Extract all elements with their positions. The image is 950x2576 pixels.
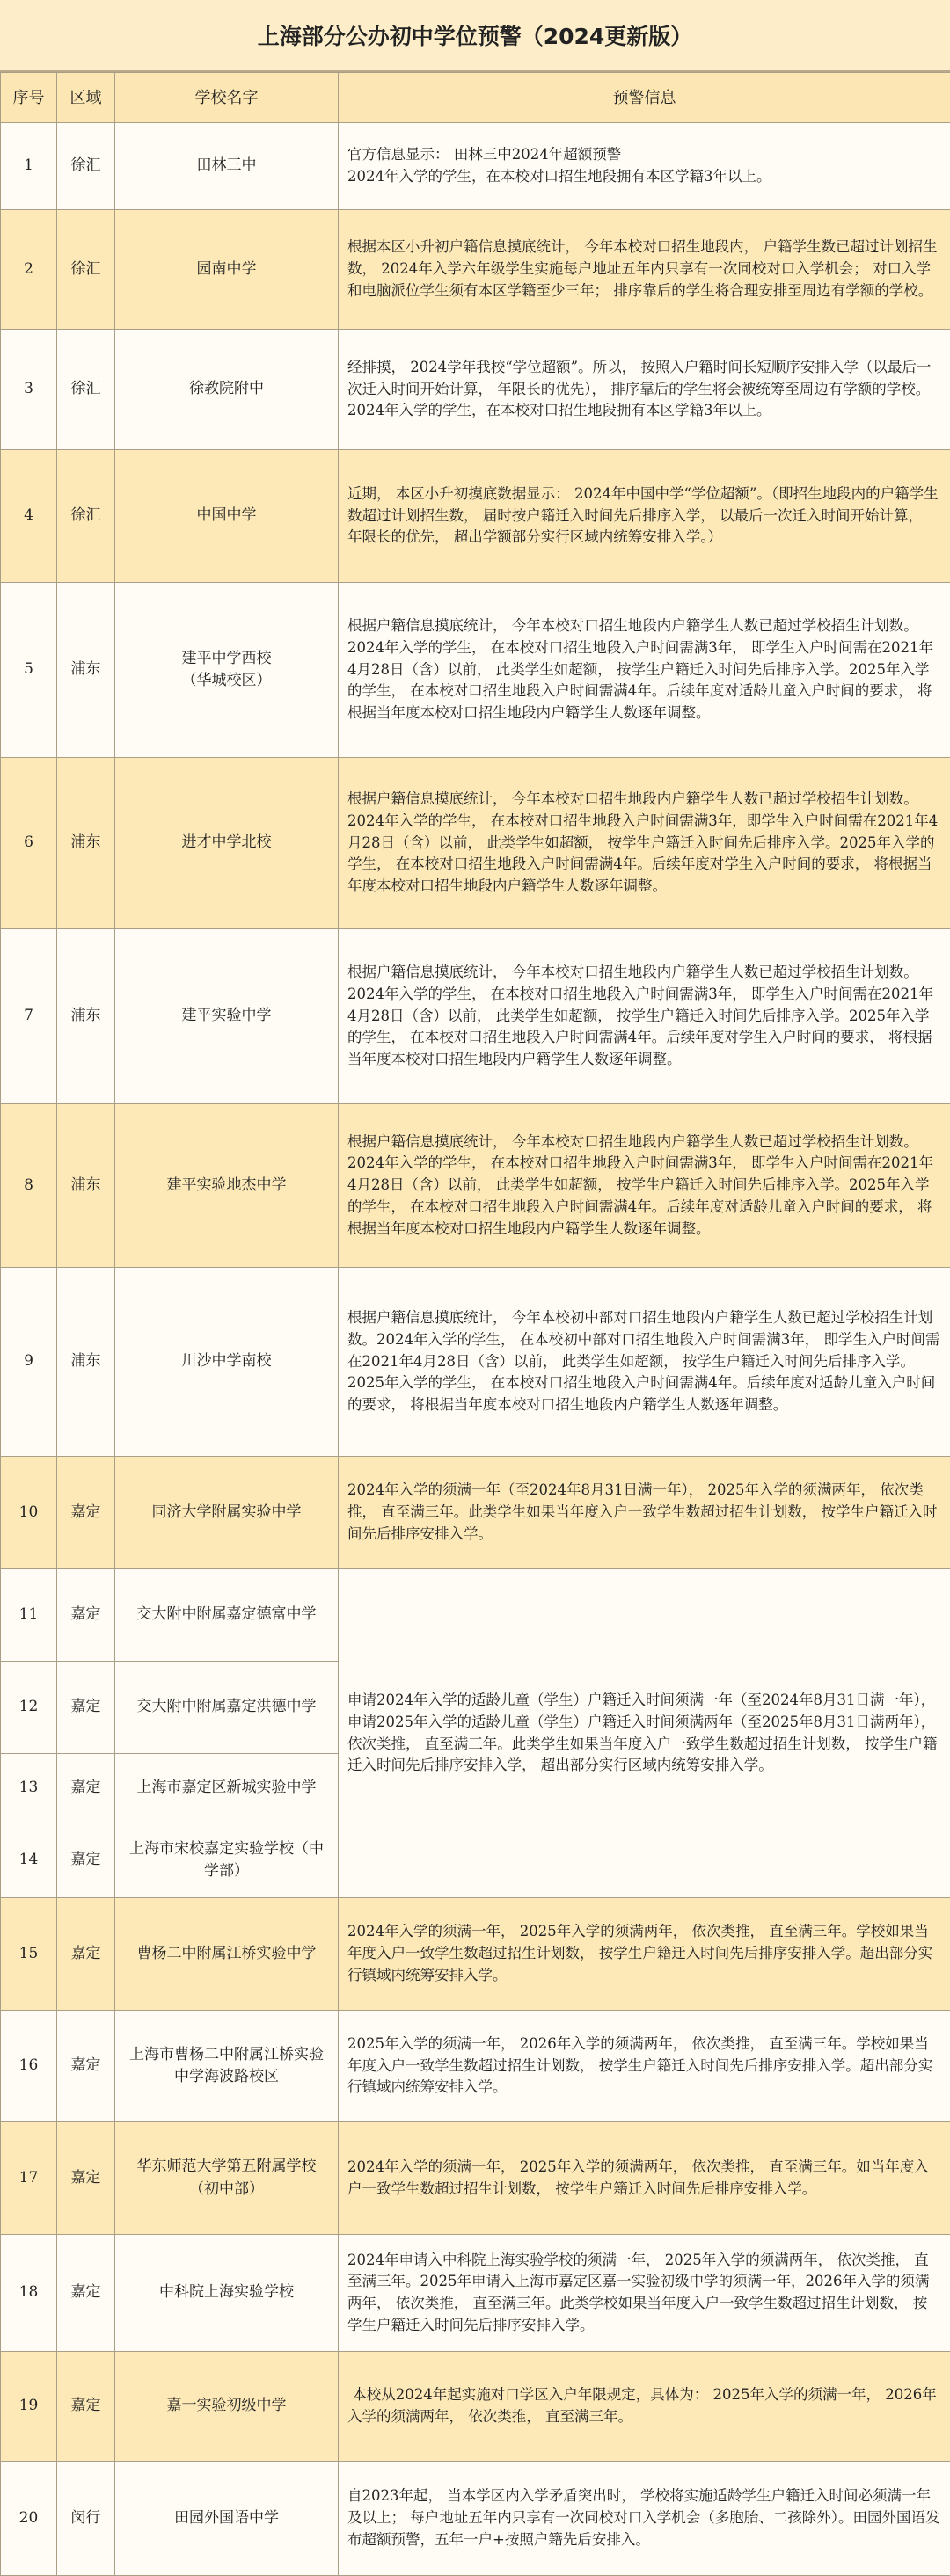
table-row	[1, 1569, 950, 1662]
table-row	[1, 758, 950, 929]
header-index: 序号	[1, 73, 57, 123]
row-index: 15	[1, 1898, 57, 2011]
table-row	[1, 2122, 950, 2235]
row-warning: 经排摸， 2024学年我校“学位超额”。所以， 按照入户籍时间长短顺序安排入学（以最后一次迁入时间开始计算， 年限长的优先）， 排序靠后的学生将会被统筹至周边有学额的学校。2024年入学的学生，在本校对口招生地段拥有本区学籍3年以上。	[339, 330, 950, 450]
table-row	[1, 450, 950, 583]
row-area: 嘉定	[57, 1662, 115, 1754]
table-row	[1, 1457, 950, 1569]
row-warning: 根据户籍信息摸底统计， 今年本校对口招生地段内户籍学生人数已超过学校招生计划数。2024年入学的学生， 在本校对口招生地段入户时间需满3年， 即学生入户时间需在2021年4月28日（含）以前， 此类学生如超额， 按学生户籍迁入时间先后排序入学。2025年入学的学生， 在本校对口招生地段入户时间需满4年。后续年度对适龄儿童入户时间的要求， 将根据当年度本校对口招生地段内户籍学生人数逐年调整。	[339, 583, 950, 758]
table-row	[1, 2352, 950, 2462]
row-index: 12	[1, 1662, 57, 1754]
row-warning: 近期， 本区小升初摸底数据显示： 2024年中国中学“学位超额”。（即招生地段内的户籍学生数超过计划招生数， 届时按户籍迁入时间先后排序入学， 以最后一次迁入时间开始计算， 年限长的优先， 超出学额部分实行区域内统筹安排入学。）	[339, 450, 950, 583]
row-area: 嘉定	[57, 1898, 115, 2011]
row-index: 19	[1, 2352, 57, 2462]
row-index: 1	[1, 123, 57, 210]
row-index: 7	[1, 929, 57, 1104]
row-warning: 2024年申请入中科院上海实验学校的须满一年， 2025年入学的须满两年， 依次类推， 直至满三年。2025年申请入上海市嘉定区嘉一实验初级中学的须满一年，2026年入学的须满两年， 依次类推， 直至满三年。此类学校如果当年度入户一致学生数超过招生计划数， 按学生户籍迁入时间先后排序安排入学。	[339, 2235, 950, 2352]
row-warning: 根据户籍信息摸底统计， 今年本校对口招生地段内户籍学生人数已超过学校招生计划数。2024年入学的学生， 在本校对口招生地段入户时间需满3年， 即学生入户时间需在2021年4月28日（含）以前， 此类学生如超额， 按学生户籍迁入时间先后排序入学。2025年入学的学生， 在本校对口招生地段入户时间需满4年。后续年度对学生入户时间的要求， 将根据当年度本校对口招生地段内户籍学生人数逐年调整。	[339, 929, 950, 1104]
row-warning: 2025年入学的须满一年， 2026年入学的须满两年， 依次类推， 直至满三年。学校如果当年度入户一致学生数超过招生计划数， 按学生户籍迁入时间先后排序安排入学。超出部分实行镇域内统筹安排入学。	[339, 2011, 950, 2122]
table-row	[1, 2462, 950, 2576]
table-row	[1, 583, 950, 758]
row-warning: 2024年入学的须满一年， 2025年入学的须满两年， 依次类推， 直至满三年。学校如果当年度入户一致学生数超过招生计划数， 按学生户籍迁入时间先后排序安排入学。超出部分实行镇域内统筹安排入学。	[339, 1898, 950, 2011]
row-area: 浦东	[57, 929, 115, 1104]
row-school: 田园外国语中学	[115, 2462, 339, 2576]
row-index: 5	[1, 583, 57, 758]
row-index: 6	[1, 758, 57, 929]
row-area: 嘉定	[57, 2122, 115, 2235]
row-school: 上海市曹杨二中附属江桥实验中学海波路校区	[115, 2011, 339, 2122]
header-warning: 预警信息	[339, 73, 950, 123]
row-area: 嘉定	[57, 1569, 115, 1662]
row-school: 嘉一实验初级中学	[115, 2352, 339, 2462]
row-warning-merged: 申请2024年入学的适龄儿童（学生）户籍迁入时间须满一年（至2024年8月31日满一年）， 申请2025年入学的适龄儿童（学生）户籍迁入时间须满两年（至2025年8月31日满两年）， 依次类推， 直至满三年。此类学生如果当年度入户一致学生数超过招生计划数， 按学生户籍迁入时间先后排序安排入学， 超出部分实行区域内统筹安排入学。	[339, 1569, 950, 1898]
row-school: 同济大学附属实验中学	[115, 1457, 339, 1569]
row-index: 20	[1, 2462, 57, 2576]
table-row	[1, 929, 950, 1104]
row-index: 14	[1, 1823, 57, 1898]
row-index: 10	[1, 1457, 57, 1569]
row-school: 园南中学	[115, 210, 339, 330]
row-school: 上海市宋校嘉定实验学校（中学部）	[115, 1823, 339, 1898]
row-warning: 根据户籍信息摸底统计， 今年本校对口招生地段内户籍学生人数已超过学校招生计划数。2024年入学的学生， 在本校对口招生地段入户时间需满3年，即学生入户时间需在2021年4月28日（含）以前， 此类学生如超额， 按学生户籍迁入时间先后排序入学。2025年入学的学生， 在本校对口招生地段入户时间需满4年。后续年度对学生入户时间的要求， 将根据当年度本校对口招生地段内户籍学生人数逐年调整。	[339, 758, 950, 929]
row-index: 17	[1, 2122, 57, 2235]
header-area: 区域	[57, 73, 115, 123]
row-area: 徐汇	[57, 330, 115, 450]
table-row	[1, 210, 950, 330]
row-area: 嘉定	[57, 1823, 115, 1898]
row-area: 浦东	[57, 1268, 115, 1457]
row-area: 徐汇	[57, 123, 115, 210]
header-school: 学校名字	[115, 73, 339, 123]
row-area: 嘉定	[57, 2011, 115, 2122]
row-school: 交大附中附属嘉定洪德中学	[115, 1662, 339, 1754]
row-area: 闵行	[57, 2462, 115, 2576]
row-area: 嘉定	[57, 1457, 115, 1569]
row-area: 浦东	[57, 583, 115, 758]
row-school: 上海市嘉定区新城实验中学	[115, 1754, 339, 1823]
row-index: 11	[1, 1569, 57, 1662]
row-school: 徐教院附中	[115, 330, 339, 450]
row-area: 浦东	[57, 1104, 115, 1268]
row-school: 进才中学北校	[115, 758, 339, 929]
table-row	[1, 2011, 950, 2122]
row-school: 建平中学西校 （华城校区）	[115, 583, 339, 758]
table-header-row	[1, 73, 950, 123]
table-row	[1, 123, 950, 210]
row-index: 9	[1, 1268, 57, 1457]
row-school: 川沙中学南校	[115, 1268, 339, 1457]
row-warning: 官方信息显示： 田林三中2024年超额预警 2024年入学的学生，在本校对口招生地段拥有本区学籍3年以上。	[339, 123, 950, 210]
row-area: 徐汇	[57, 210, 115, 330]
row-school: 建平实验中学	[115, 929, 339, 1104]
row-index: 8	[1, 1104, 57, 1268]
table-row	[1, 2235, 950, 2352]
row-area: 浦东	[57, 758, 115, 929]
row-warning: 本校从2024年起实施对口学区入户年限规定，具体为： 2025年入学的须满一年， 2026年入学的须满两年， 依次类推， 直至满三年。	[339, 2352, 950, 2462]
table-row	[1, 1104, 950, 1268]
row-index: 2	[1, 210, 57, 330]
row-index: 16	[1, 2011, 57, 2122]
row-index: 3	[1, 330, 57, 450]
row-school: 建平实验地杰中学	[115, 1104, 339, 1268]
row-warning: 自2023年起， 当本学区内入学矛盾突出时， 学校将实施适龄学生户籍迁入时间必须满一年及以上； 每户地址五年内只享有一次同校对口入学机会（多胞胎、二孩除外）。田园外国语发布超额预警，五年一户+按照户籍先后安排入。	[339, 2462, 950, 2576]
row-warning: 2024年入学的须满一年， 2025年入学的须满两年， 依次类推， 直至满三年。如当年度入户一致学生数超过招生计划数， 按学生户籍迁入时间先后排序安排入学。	[339, 2122, 950, 2235]
table-row	[1, 1898, 950, 2011]
row-warning: 2024年入学的须满一年（至2024年8月31日满一年）， 2025年入学的须满两年， 依次类推， 直至满三年。此类学生如果当年度入户一致学生数超过招生计划数， 按学生户籍迁入时间先后排序安排入学。	[339, 1457, 950, 1569]
warning-table	[0, 72, 950, 2576]
row-area: 嘉定	[57, 2235, 115, 2352]
row-area: 嘉定	[57, 2352, 115, 2462]
row-warning: 根据本区小升初户籍信息摸底统计， 今年本校对口招生地段内， 户籍学生数已超过计划招生数， 2024年入学六年级学生实施每户地址五年内只享有一次同校对口入学机会； 对口入学和电脑派位学生须有本区学籍至少三年； 排序靠后的学生将合理安排至周边有学额的学校。	[339, 210, 950, 330]
row-school: 田林三中	[115, 123, 339, 210]
row-index: 13	[1, 1754, 57, 1823]
row-school: 华东师范大学第五附属学校 （初中部）	[115, 2122, 339, 2235]
table-row	[1, 330, 950, 450]
page-title: 上海部分公办初中学位预警（2024更新版）	[0, 0, 950, 72]
row-school: 曹杨二中附属江桥实验中学	[115, 1898, 339, 2011]
row-index: 18	[1, 2235, 57, 2352]
table-row	[1, 1268, 950, 1457]
row-warning: 根据户籍信息摸底统计， 今年本校初中部对口招生地段内户籍学生人数已超过学校招生计划数。2024年入学的学生， 在本校初中部对口招生地段入户时间需满3年， 即学生入户时间需在2021年4月28日（含）以前， 此类学生如超额， 按学生户籍迁入时间先后排序入学。2025年入学的学生， 在本校对口招生地段入户时间需满4年。后续年度对适龄儿童入户时间的要求， 将根据当年度本校对口招生地段内户籍学生人数逐年调整。	[339, 1268, 950, 1457]
row-index: 4	[1, 450, 57, 583]
row-school: 中科院上海实验学校	[115, 2235, 339, 2352]
row-school: 中国中学	[115, 450, 339, 583]
row-school: 交大附中附属嘉定德富中学	[115, 1569, 339, 1662]
row-area: 徐汇	[57, 450, 115, 583]
row-area: 嘉定	[57, 1754, 115, 1823]
row-warning: 根据户籍信息摸底统计， 今年本校对口招生地段内户籍学生人数已超过学校招生计划数。2024年入学的学生， 在本校对口招生地段入户时间需满3年， 即学生入户时间需在2021年4月28日（含）以前， 此类学生如超额， 按学生户籍迁入时间先后排序入学。2025年入学的学生， 在本校对口招生地段入户时间需满4年。后续年度对适龄儿童入户时间的要求， 将根据当年度本校对口招生地段内户籍学生人数逐年调整。	[339, 1104, 950, 1268]
